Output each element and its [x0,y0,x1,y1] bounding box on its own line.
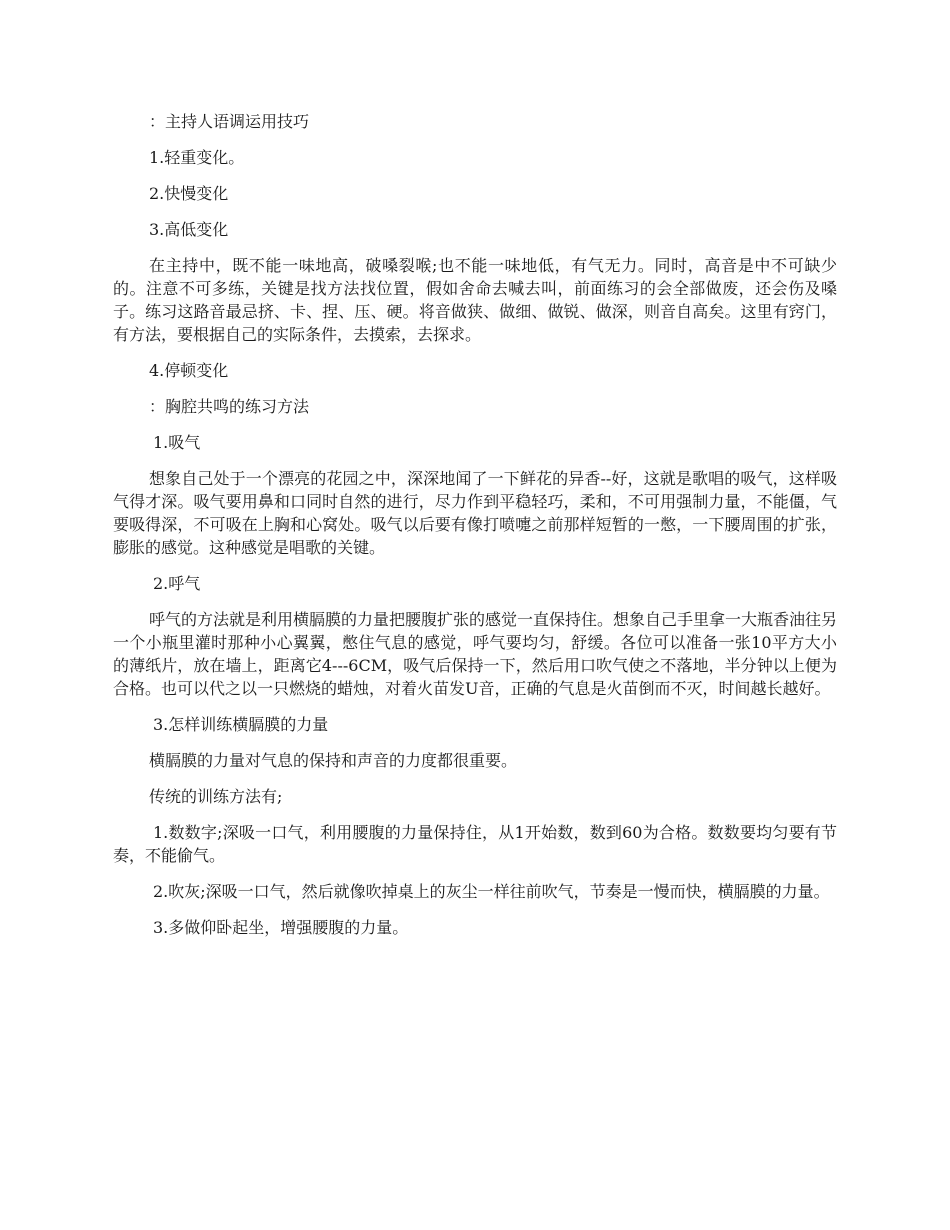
list-item-situps: 3.多做仰卧起坐，增强腰腹的力量。 [153,918,409,937]
body-paragraph-pitch: 在主持中，既不能一味地高，破嗓裂喉;也不能一味地低，有气无力。同时，高音是中不可缺少的。注意不可多练，关键是找方法找位置，假如舍命去喊去叫，前面练习的会全部做废，还会伤及嗓子。练习这路音最忌挤、卡、捏、压、硬。将音做狭、做细、做锐、做深，则音自高矣。这里有窍门，有方法，要根据自己的实际条件，去摸索，去探求。 [113,256,837,344]
body-paragraph-traditional-methods: 传统的训练方法有; [149,787,283,806]
list-item-speed-change: 2.快慢变化 [149,184,229,203]
subheading-diaphragm-training: 3.怎样训练横膈膜的力量 [153,715,329,734]
body-paragraph-inhale: 想象自己处于一个漂亮的花园之中，深深地闻了一下鲜花的异香--好，这就是歌唱的吸气，这样吸气得才深。吸气要用鼻和口同时自然的进行，尽力作到平稳轻巧，柔和，不可用强制力量，不能僵，气要吸得深，不可吸在上胸和心窝处。吸气以后要有像打喷嚏之前那样短暂的一憋，一下腰周围的扩张，膨胀的感觉。这种感觉是唱歌的关键。 [113,469,837,557]
list-item-pause-change: 4.停顿变化 [149,361,229,380]
section-heading-intonation: ：主持人语调运用技巧 [149,112,310,131]
list-item-blow-dust: 2.吹灰;深吸一口气，然后就像吹掉桌上的灰尘一样往前吹气，节奏是一慢而快，横膈膜的力量。 [153,882,830,901]
subheading-exhale: 2.呼气 [153,574,201,593]
list-item-weight-change: 1.轻重变化。 [149,148,245,167]
document-page [113,110,837,952]
list-item-counting: 1.数数字;深吸一口气，利用腰腹的力量保持住，从1开始数，数到60为合格。数数要均匀要有节奏，不能偷气。 [113,823,837,865]
body-paragraph-diaphragm-importance: 横膈膜的力量对气息的保持和声音的力度都很重要。 [149,751,518,770]
list-item-pitch-change: 3.高低变化 [149,220,229,239]
body-paragraph-exhale: 呼气的方法就是利用横膈膜的力量把腰腹扩张的感觉一直保持住。想象自己手里拿一大瓶香油往另一个小瓶里灌时那种小心翼翼，憋住气息的感觉，呼气要均匀，舒缓。各位可以准备一张10平方大小的薄纸片，放在墙上，距离它4---6CM，吸气后保持一下，然后用口吹气使之不落地，半分钟以上便为合格。也可以代之以一只燃烧的蜡烛，对着火苗发U音，正确的气息是火苗倒而不灭，时间越长越好。 [113,610,838,698]
section-heading-chest-resonance: ：胸腔共鸣的练习方法 [149,397,310,416]
subheading-inhale: 1.吸气 [153,433,201,452]
